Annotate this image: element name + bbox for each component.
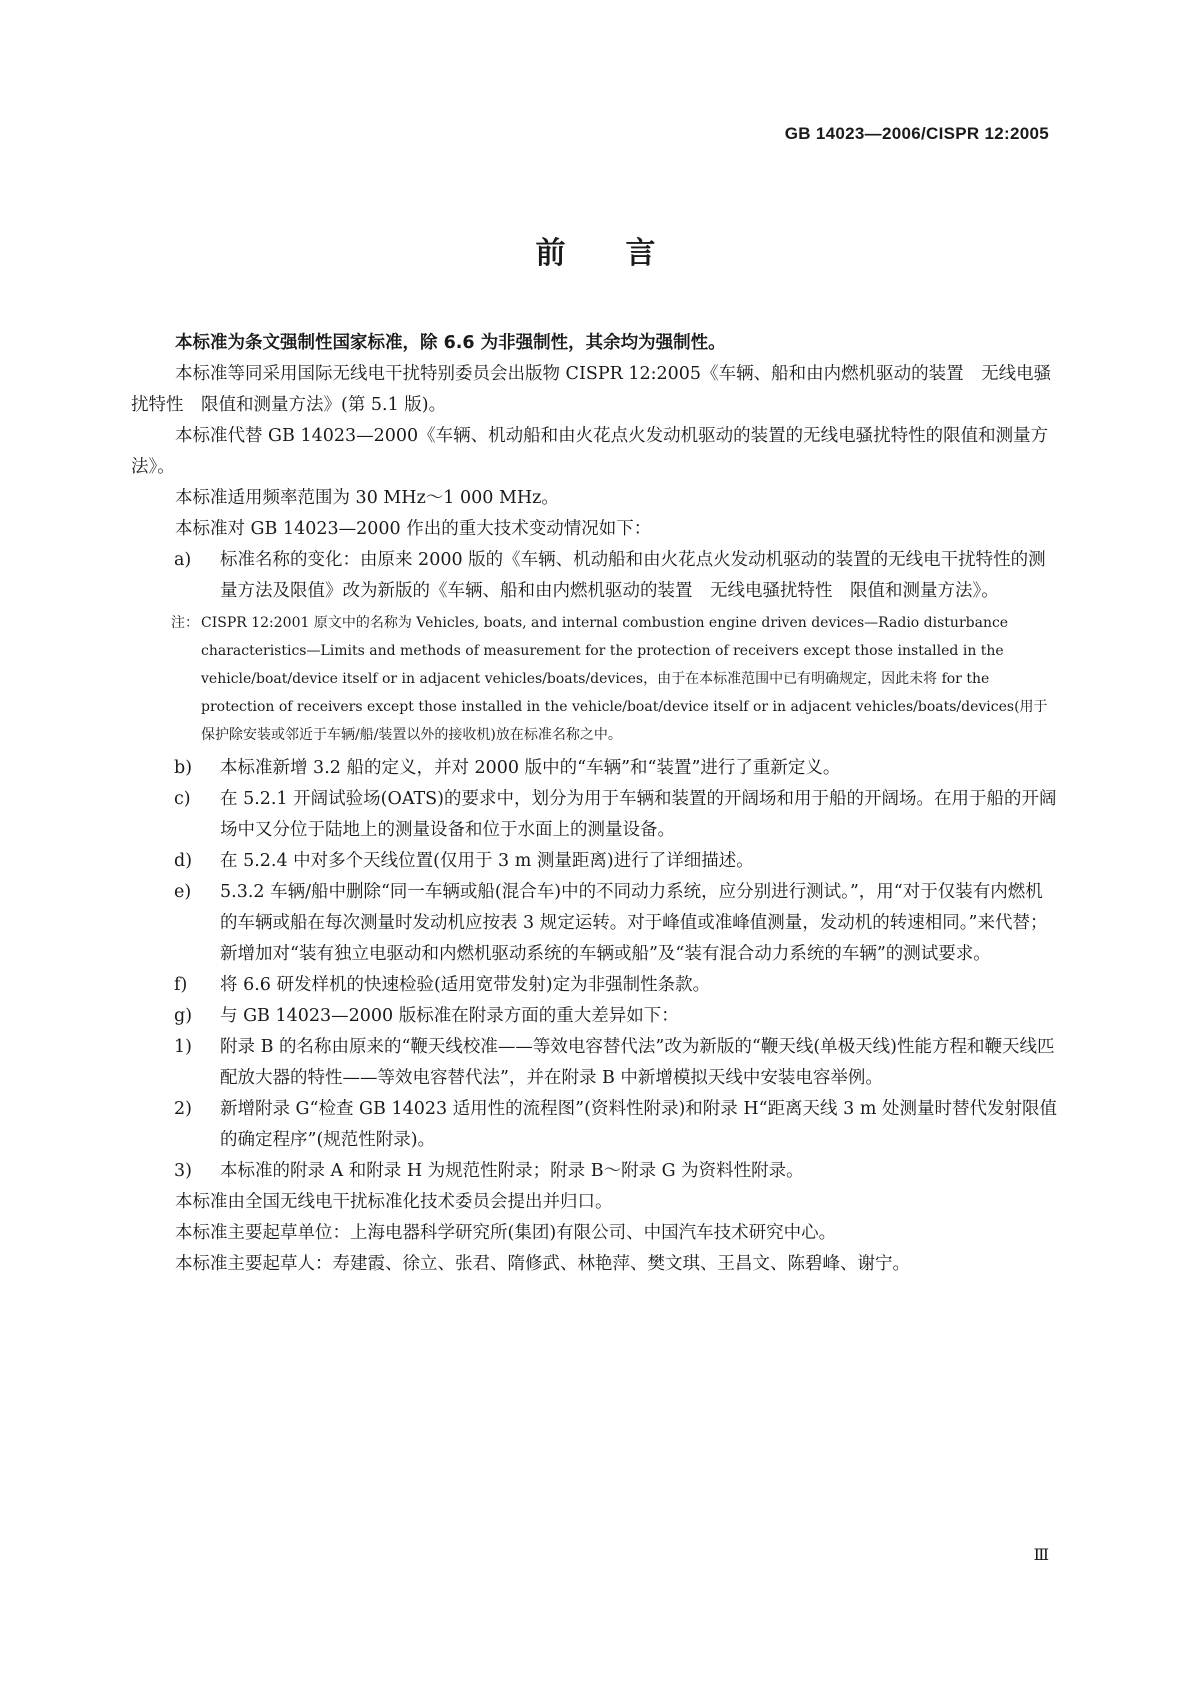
paragraph-adoption: 本标准等同采用国际无线电干扰特别委员会出版物 CISPR 12:2005《车辆、船和由内燃机驱动的装置 无线电骚扰特性 限值和测量方法》(第 5.1 版)。 [131, 364, 1052, 415]
note-marker: 注： [171, 615, 199, 631]
list-item-text: 在 5.2.1 开阔试验场(OATS)的要求中，划分为用于车辆和装置的开阔场和用于船的开阔场。在用于船的开阔场中又分位于陆地上的测量设备和位于水面上的测量设备。 [220, 789, 1057, 840]
list-item-g [131, 1001, 1059, 1032]
list-marker: e) [174, 882, 192, 902]
list-item-b [131, 753, 1059, 784]
paragraph-drafters: 本标准主要起草人：寿建霞、徐立、张君、隋修武、林艳萍、樊文琪、王昌文、陈碧峰、谢宁。 [175, 1254, 910, 1274]
list-item-text: 本标准的附录 A 和附录 H 为规范性附录；附录 B～附录 G 为资料性附录。 [220, 1161, 804, 1181]
list-marker: 1) [174, 1037, 192, 1057]
note-text: CISPR 12:2001 原文中的名称为 Vehicles, boats, and internal combustion engine driven devices—Radio disturbance characteristics—Limits and methods of measurement for the protection of receivers except those installed in the vehicle/boat/device itself or in adjacent vehicles/boats/devices，由于在本标准范围中已有明确规定，因此未将 for the protection of receivers except those installed in the vehicle/boat/device itself or in adjacent vehicles/boats/devices(用于保护除安装或邻近于车辆/船/装置以外的接收机)放在标准名称之中。 [201, 615, 1048, 743]
list-item-e [131, 877, 1059, 970]
list-item-c [131, 784, 1059, 846]
list-item-text: 与 GB 14023—2000 版标准在附录方面的重大差异如下： [220, 1006, 679, 1026]
list-item-text: 新增附录 G“检查 GB 14023 适用性的流程图”(资料性附录)和附录 H“距离天线 3 m 处测量时替代发射限值的确定程序”(规范性附录)。 [220, 1099, 1057, 1150]
title-char-2: 言 [625, 236, 656, 271]
document-code: GB 14023—2006/CISPR 12:2005 [784, 124, 1049, 143]
list-item-text: 附录 B 的名称由原来的“鞭天线校准——等效电容替代法”改为新版的“鞭天线(单极天线)性能方程和鞭天线匹配放大器的特性——等效电容替代法”，并在附录 B 中新增模拟天线中安装电容举例。 [220, 1037, 1055, 1088]
page-number: Ⅲ [1033, 1545, 1049, 1564]
list-item-text: 5.3.2 车辆/船中删除“同一车辆或船(混合车)中的不同动力系统，应分别进行测试。”，用“对于仅装有内燃机的车辆或船在每次测量时发动机应按表 3 规定运转。对于峰值或准峰值测量，发动机的转速相同。”来代替；新增加对“装有独立电驱动和内燃机驱动系统的车辆或船”及“装有混合动力系统的车辆”的测试要求。 [220, 882, 1048, 964]
paragraph-mandatory: 本标准为条文强制性国家标准，除 6.6 为非强制性，其余均为强制性。 [175, 333, 726, 353]
list-item-1 [131, 1032, 1059, 1094]
list-item-text: 本标准新增 3.2 船的定义，并对 2000 版中的“车辆”和“装置”进行了重新定义。 [220, 758, 841, 778]
list-marker: g) [174, 1006, 193, 1026]
note [131, 609, 1059, 749]
list-item-a [131, 545, 1059, 607]
paragraph-changes-intro: 本标准对 GB 14023—2000 作出的重大技术变动情况如下： [175, 519, 652, 539]
list-item-3 [131, 1156, 1059, 1187]
list-marker: 2) [174, 1099, 192, 1119]
list-item-text: 在 5.2.4 中对多个天线位置(仅用于 3 m 测量距离)进行了详细描述。 [220, 851, 754, 871]
list-item-text: 将 6.6 研发样机的快速检验(适用宽带发射)定为非强制性条款。 [220, 975, 711, 995]
list-item-d [131, 846, 1059, 877]
list-item-2 [131, 1094, 1059, 1156]
list-marker: c) [174, 789, 191, 809]
foreword-body [131, 328, 1059, 1280]
page-title [0, 228, 1191, 272]
paragraph-replaces: 本标准代替 GB 14023—2000《车辆、机动船和由火花点火发动机驱动的装置的无线电骚扰特性的限值和测量方法》。 [131, 426, 1049, 477]
paragraph-frequency: 本标准适用频率范围为 30 MHz～1 000 MHz。 [175, 488, 559, 508]
list-item-text: 标准名称的变化：由原来 2000 版的《车辆、机动船和由火花点火发动机驱动的装置的无线电干扰特性的测量方法及限值》改为新版的《车辆、船和由内燃机驱动的装置 无线电骚扰特性 限值和测量方法》。 [220, 550, 1046, 601]
paragraph-proposer: 本标准由全国无线电干扰标准化技术委员会提出并归口。 [175, 1192, 613, 1212]
list-marker: b) [174, 758, 193, 778]
paragraph-drafting-units: 本标准主要起草单位：上海电器科学研究所(集团)有限公司、中国汽车技术研究中心。 [175, 1223, 837, 1243]
title-char-1: 前 [535, 236, 566, 271]
list-marker: 3) [174, 1161, 192, 1181]
list-marker: f) [174, 975, 188, 995]
list-marker: d) [174, 851, 193, 871]
list-marker: a) [174, 550, 192, 570]
list-item-f [131, 970, 1059, 1001]
